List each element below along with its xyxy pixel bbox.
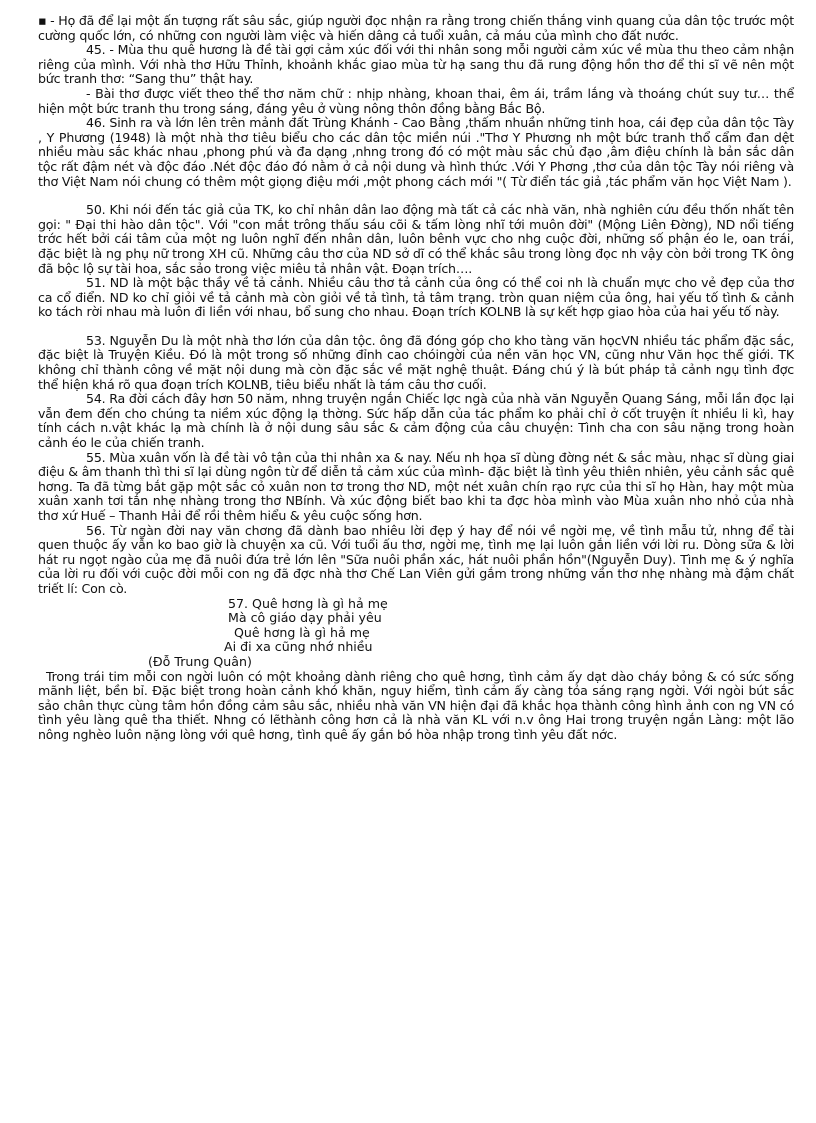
paragraph-56: 56. Từ ngàn đời nay văn chơng đã dành bao nhiêu lời đẹp ý hay để nói về ngời mẹ, về tình mẫu tử, nhng để tài quen thuộc ấy vẫn ko bao giờ là chuyện xa cũ. Với tuổi ấu thơ, ngời mẹ, tình mẹ lại luôn gắn liền với lời ru. Dòng sữa & lời hát ru ngọt ngào của mẹ đã nuôi đứa trẻ lớn lên "Sữa nuôi phần xác, hát nuôi phần hồn"(Nguyễn Duy). Tình mẹ & ý nghĩa của lời ru đối với cuộc đời mỗi con ng đã đợc nhà thơ Chế Lan Viên gửi gắm trong những vần thơ nhẹ nhàng mà đậm chất triết lí: Con cò. <box>38 522 794 596</box>
paragraph-53: 53. Nguyễn Du là một nhà thơ lớn của dân tộc. ông đã đóng góp cho kho tàng văn họcVN nhiều tác phẩm đặc sắc, đặc biệt là Truyện Kiều. Đó là một trong số những đỉnh cao chóingời của nền văn học VN, cũng như Văn học thế giới. TK không chỉ thành công về mặt nội dung mà còn đặc sắc về mặt nghệ thuật. Đáng chú ý là bút pháp tả cảnh ngụ tình đợc thể hiện khá rõ qua đoạn trích KOLNB, tiêu biểu nhất là tám câu thơ cuối. <box>38 332 794 392</box>
paragraph-50: 50. Khi nói đến tác giả của TK, ko chỉ nhân dân lao động mà tất cả các nhà văn, nhà nghiên cứu đều thốn nhất tên gọi: " Đại thi hào dân tộc". Với "con mắt trông thấu sáu cõi & tấm lòng nhĩ tới muôn đời" (Mộng Liên Đờng), ND nổi tiếng trớc hết bởi cái tâm của một ng luôn nghĩ đến nhân dân, luôn bênh vực cho nhg cuộc đời, những số phận éo le, oan trái, đặc biệt là ng phụ nữ trong XH cũ. Những câu thơ của ND sở dĩ có thể khắc sâu trong lòng đọc nh vậy còn bởi trong TK ông đã bộc lộ sự tài hoa, sắc sảo trong việc miêu tả nhân vật. Đoạn trích…. <box>38 202 794 276</box>
paragraph-54: 54. Ra đời cách đây hơn 50 năm, nhng truyện ngắn Chiếc lợc ngà của nhà văn Nguyễn Quang Sáng, mỗi lần đọc lại vẫn đem đến cho chúng ta niềm xúc động lạ thờng. Sức hấp dẫn của tác phẩm ko phải chỉ ở cốt truyện ít nhiều li kì, hay tính cách n.vật khác lạ mà chính là ở nội dung sâu sắc & cảm động của câu chuyện: Tình cha con sâu nặng trong hoàn cảnh éo le của chiến tranh. <box>38 391 794 451</box>
poem-line: Quê hơng là gì hả mẹ <box>234 624 370 640</box>
paragraph-55: 55. Mùa xuân vốn là đề tài vô tận của thi nhân xa & nay. Nếu nh họa sĩ dùng đờng nét & sắc màu, nhạc sĩ dùng giai điệu & âm thanh thì thi sĩ lại dùng ngôn từ để diễn tả cảm xúc của mình- đặc biệt là tình yêu thiên nhiên, yêu cảnh sắc quê hơng. Ta đã từng bắt gặp một sắc cỏ xuân non tơ trong thơ ND, một nét xuân chín rạo rực của thi sĩ họ Hàn, hay một mùa xuân xanh tơi tắn nhẹ nhàng trong thơ NBính. Và xúc động biết bao khi ta đợc hòa mình vào Mùa xuân nho nhỏ của nhà thơ xứ Huế – Thanh Hải để rồi thêm hiểu & yêu cuộc sống hơn. <box>38 449 794 523</box>
poem-author: (Đỗ Trung Quân) <box>148 653 252 669</box>
paragraph-intro: ▪ - Họ đã để lại một ấn tượng rất sâu sắc, giúp người đọc nhận ra rằng trong chiến thắng vinh quang của dân tộc trước một cường quốc lớn, có những con người làm việc và hiến dâng cả tuổi xuân, cả máu của mình cho đất nước. <box>38 13 794 43</box>
paragraph-46: 46. Sinh ra và lớn lên trên mảnh đất Trùng Khánh - Cao Bằng ,thấm nhuần những tinh hoa, cái đẹp của dân tộc Tày , Y Phương (1948) là một nhà thơ tiêu biểu cho các dân tộc miền núi ."Thơ Y Phương nh một bức tranh thổ cẩm đan dệt nhiều màu sắc khác nhau ,phong phú và đa dạng ,nhng trong đó có một màu sắc chủ đạo ,âm điệu chính là bản sắc dân tộc rất đậm nét và độc đáo .Nét độc đáo đó nằm ở cả nội dung và hình thức .Với Y Phơng ,thơ của dân tộc Tày nói riêng và thơ Việt Nam nói chung có thêm một giọng điệu mới ,một phong cách mới "( Từ điển tác giả ,tác phẩm văn học Việt Nam ). <box>38 115 794 189</box>
paragraph-closing: Trong trái tim mỗi con ngời luôn có một khoảng dành riêng cho quê hơng, tình cảm ấy dạt dào cháy bỏng & có sức sống mãnh liệt, bền bỉ. Đặc biệt trong hoàn cảnh khó khăn, nguy hiểm, tình cảm ấy càng tỏa sáng rạng ngời. Với ngòi bút sắc sảo chân thực cùng tâm hồn đồng cảm sâu sắc, nhiều nhà văn VN hiện đại đã khắc họa thành công hình ảnh con ng VN có tình yêu làng quê tha thiết. Nhng có lẽthành công hơn cả là nhà văn KL với n.v ông Hai trong truyện ngắn Làng: một lão nông nghèo luôn nặng lòng với quê hơng, tình quê ấy gắn bó hòa nhập trong tình yêu đất nớc. <box>38 668 794 742</box>
poem-line: Ai đi xa cũng nhớ nhiều <box>224 639 373 655</box>
paragraph-51: 51. ND là một bậc thầy về tả cảnh. Nhiều câu thơ tả cảnh của ông có thể coi nh là chuẩn mực cho vẻ đẹp của thơ ca cổ điển. ND ko chỉ giỏi về tả cảnh mà còn giỏi về tả tình, tả tâm trạng. tròn quan niệm của ông, hai yếu tố tình & cảnh ko tách rời nhau mà luôn đi liền với nhau, bổ sung cho nhau. Đoạn trích KOLNB là sự kết hợp giao hòa của hai yếu tố này. <box>38 275 794 320</box>
poem-line: 57. Quê hơng là gì hả mẹ <box>228 595 388 611</box>
paragraph-45-note: - Bài thơ được viết theo thể thơ năm chữ : nhịp nhàng, khoan thai, êm ái, trầm lắng và thoáng chút suy tư… thể hiện một bức tranh thu trong sáng, đáng yêu ở vùng nông thôn đồng bằng Bắc Bộ. <box>38 85 794 116</box>
blank-line <box>38 189 794 203</box>
blank-line <box>38 320 794 334</box>
poem-block <box>38 597 794 670</box>
paragraph-45: 45. - Mùa thu quê hương là đề tài gợi cảm xúc đối với thi nhân song mỗi người cảm xúc về mùa thu theo cảm nhận riêng của mình. Với nhà thơ Hữu Thỉnh, khoảnh khắc giao mùa từ hạ sang thu đã rung động hồn thơ để thi sĩ vẽ nên một bức tranh thơ: “Sang thu” thật hay. <box>38 42 794 87</box>
poem-line: Mà cô giáo dạy phải yêu <box>228 610 382 626</box>
